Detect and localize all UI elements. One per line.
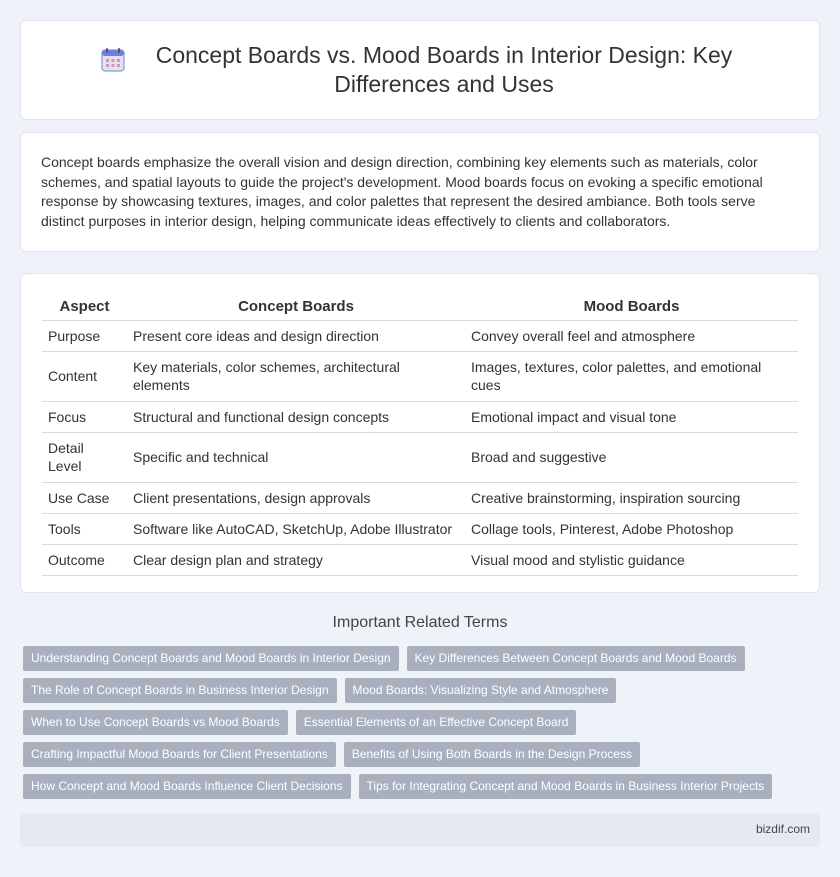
row-concept: Structural and functional design concepts: [127, 401, 465, 432]
table-header-row: [42, 294, 798, 320]
header-mood-boards: Mood Boards: [465, 294, 798, 320]
related-term-link[interactable]: Benefits of Using Both Boards in the Design Process: [344, 742, 640, 767]
row-concept: Specific and technical: [127, 432, 465, 482]
table-row: [42, 351, 798, 401]
header-concept-boards: Concept Boards: [127, 294, 465, 320]
row-aspect: Content: [42, 351, 127, 401]
comparison-table: [42, 294, 798, 576]
row-concept: Present core ideas and design direction: [127, 320, 465, 351]
related-term-link[interactable]: The Role of Concept Boards in Business Interior Design: [23, 678, 337, 703]
row-concept: Software like AutoCAD, SketchUp, Adobe Illustrator: [127, 513, 465, 544]
row-aspect: Use Case: [42, 482, 127, 513]
row-aspect: Detail Level: [42, 432, 127, 482]
intro-text: Concept boards emphasize the overall vision and design direction, combining key elements such as materials, color schemes, and spatial layouts to guide the project's development. Mood boards focus on evoking a specific emotional response by showcasing textures, images, and color palettes that represent the desired ambiance. Both tools serve distinct purposes in interior design, helping communicate ideas effectively to clients and collaborators.: [41, 154, 763, 229]
row-aspect: Tools: [42, 513, 127, 544]
row-mood: Broad and suggestive: [465, 432, 798, 482]
row-concept: Clear design plan and strategy: [127, 544, 465, 575]
footer-site-link[interactable]: bizdif.com: [755, 822, 810, 836]
row-aspect: Outcome: [42, 544, 127, 575]
title-card: [20, 20, 820, 120]
table-row: [42, 401, 798, 432]
table-row: [42, 432, 798, 482]
footer: [20, 813, 820, 847]
row-mood: Visual mood and stylistic guidance: [465, 544, 798, 575]
intro-card: [20, 132, 820, 252]
related-term-link[interactable]: How Concept and Mood Boards Influence Client Decisions: [23, 774, 351, 799]
related-term-link[interactable]: When to Use Concept Boards vs Mood Boards: [23, 710, 288, 735]
header-aspect: Aspect: [42, 294, 127, 320]
calendar-icon: [100, 47, 126, 73]
related-term-link[interactable]: Tips for Integrating Concept and Mood Boards in Business Interior Projects: [359, 774, 773, 799]
row-concept: Client presentations, design approvals: [127, 482, 465, 513]
related-term-link[interactable]: Crafting Impactful Mood Boards for Client Presentations: [23, 742, 336, 767]
related-term-link[interactable]: Essential Elements of an Effective Concept Board: [296, 710, 577, 735]
row-aspect: Purpose: [42, 320, 127, 351]
table-row: [42, 482, 798, 513]
row-mood: Collage tools, Pinterest, Adobe Photoshop: [465, 513, 798, 544]
related-term-link[interactable]: Mood Boards: Visualizing Style and Atmosphere: [345, 678, 617, 703]
row-mood: Creative brainstorming, inspiration sourcing: [465, 482, 798, 513]
related-terms-list: [23, 646, 823, 806]
row-concept: Key materials, color schemes, architectural elements: [127, 351, 465, 401]
page-title: Concept Boards vs. Mood Boards in Interior Design: Key Differences and Uses: [155, 42, 733, 97]
related-term-link[interactable]: Understanding Concept Boards and Mood Boards in Interior Design: [23, 646, 399, 671]
table-row: [42, 544, 798, 575]
row-mood: Images, textures, color palettes, and emotional cues: [465, 351, 798, 401]
comparison-card: [20, 273, 820, 593]
table-row: [42, 320, 798, 351]
related-terms-heading: Important Related Terms: [332, 614, 508, 631]
table-row: [42, 513, 798, 544]
related-term-link[interactable]: Key Differences Between Concept Boards and Mood Boards: [407, 646, 745, 671]
row-aspect: Focus: [42, 401, 127, 432]
row-mood: Convey overall feel and atmosphere: [465, 320, 798, 351]
row-mood: Emotional impact and visual tone: [465, 401, 798, 432]
